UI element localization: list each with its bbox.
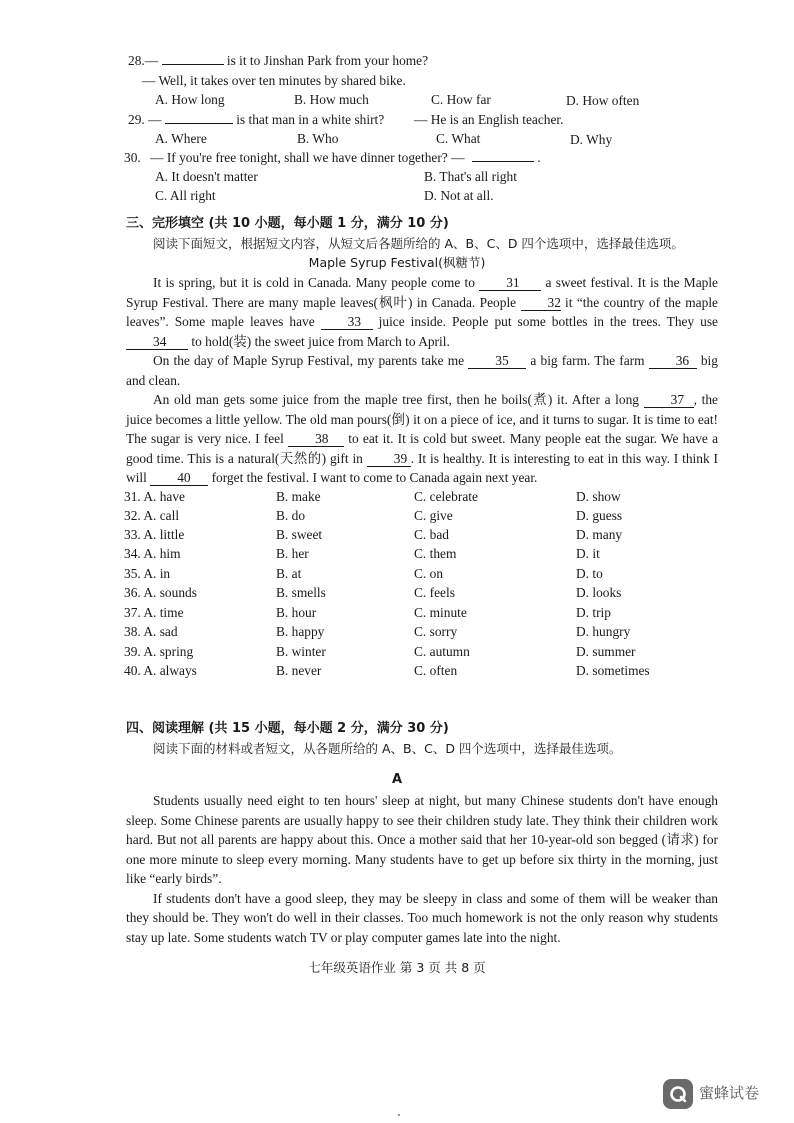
cloze-blank[interactable]: 39 (367, 451, 411, 467)
option[interactable]: C. What (436, 131, 481, 146)
paragraph: If students don't have a good sleep, they may be sleepy in class and some of them will be weaker than they should be. They won't do well in their classes. Too much homework is not the only reason why students stay up late. Some students watch TV or play computer games late into the night. (126, 890, 718, 945)
option[interactable]: 38. A. sad (124, 624, 178, 639)
option[interactable]: C. sorry (414, 624, 458, 639)
option[interactable]: 32. A. call (124, 508, 180, 523)
cloze-blank[interactable]: 32 (521, 295, 561, 311)
question-30-stem: 30. — If you're free tonight, shall we have dinner together? — . (124, 150, 541, 165)
paragraph: On the day of Maple Syrup Festival, my parents take me 35 a big farm. The farm 36 big and clean. (126, 353, 718, 388)
passage-title: Maple Syrup Festival(枫糖节) (308, 255, 486, 270)
option[interactable]: D. How often (566, 93, 640, 108)
option[interactable]: C. them (414, 546, 457, 561)
option[interactable]: 35. A. in (124, 566, 171, 581)
cloze-blank[interactable]: 37 (644, 392, 694, 408)
option[interactable]: 37. A. time (124, 605, 184, 620)
answer-blank[interactable] (162, 64, 224, 65)
option[interactable]: B. smells (276, 585, 326, 600)
option[interactable]: B. do (276, 508, 306, 523)
option[interactable]: C. often (414, 663, 458, 678)
option[interactable]: B. make (276, 489, 321, 504)
option[interactable]: C. How far (431, 92, 491, 107)
cloze-blank[interactable]: 38 (288, 431, 344, 447)
paragraph: It is spring, but it is cold in Canada. Many people come to 31 a sweet festival. It is the Maple Syrup Festival. There are many maple leaves(枫叶) in Canada. People 32 it “the country of the maple leaves”. Some maple leaves have 33 juice inside. People put some bottles in the trees. They use 34 to hold(装) the sweet juice from March to April. (126, 275, 718, 349)
option[interactable]: C. bad (414, 527, 449, 542)
answer-blank[interactable] (472, 161, 534, 162)
question-29-reply: — He is an English teacher. (414, 112, 564, 127)
option[interactable]: C. All right (155, 188, 216, 203)
section-4-instruction: 阅读下面的材料或者短文，从各题所给的 A、B、C、D 四个选项中，选择最佳选项。 (153, 741, 622, 756)
option[interactable]: D. Not at all. (424, 188, 494, 203)
paragraph: An old man gets some juice from the maple tree first, then he boils(煮) it. After a long 37 , the juice becomes a little yellow. The old man pours(倒) it on a piece of ice, and it turns to sugar. It is time to eat! The sugar is very nice. I feel 38 to eat it. It is cold but sweet. Many people eat the sugar. We have a good time. This is a natural(天然的) gift in 39 . It is healthy. It is interesting to eat in this way. I think I will 40 forget the festival. I want to come to Canada again next year. (126, 392, 719, 485)
cloze-passage (126, 273, 718, 488)
scan-dot (398, 1114, 400, 1116)
option[interactable]: D. many (576, 527, 623, 542)
option[interactable]: B. hour (276, 605, 317, 620)
option[interactable]: D. show (576, 489, 621, 504)
option[interactable]: D. it (576, 546, 600, 561)
option[interactable]: D. sometimes (576, 663, 650, 678)
option[interactable]: D. Why (570, 132, 613, 147)
question-29-stem (128, 110, 384, 130)
option[interactable]: C. on (414, 566, 444, 581)
section-3-instruction: 阅读下面短文，根据短文内容，从短文后各题所给的 A、B、C、D 四个选项中，选择最佳选项。 (153, 236, 684, 251)
option[interactable]: C. minute (414, 605, 467, 620)
page-footer: 七年级英语作业 第 3 页 共 8 页 (308, 960, 486, 975)
cloze-blank[interactable]: 34 (126, 334, 188, 350)
cloze-blank[interactable]: 33 (321, 314, 373, 330)
cloze-blank[interactable]: 31 (479, 275, 541, 291)
question-number: 28.— (128, 53, 159, 68)
option[interactable]: B. winter (276, 644, 326, 659)
option[interactable]: B. Who (297, 131, 339, 146)
option[interactable]: 31. A. have (124, 489, 185, 504)
question-28-reply: — Well, it takes over ten minutes by shared bike. (142, 73, 406, 88)
option[interactable]: C. celebrate (414, 489, 478, 504)
option[interactable]: C. autumn (414, 644, 470, 659)
option[interactable]: B. at (276, 566, 302, 581)
cloze-blank[interactable]: 36 (649, 353, 697, 369)
bee-logo-icon (663, 1079, 693, 1109)
option[interactable]: D. hungry (576, 624, 631, 639)
option[interactable]: D. looks (576, 585, 622, 600)
option[interactable]: B. How much (294, 92, 369, 107)
section-4-title: 四、阅读理解 (共 15 小题，每小题 2 分，满分 30 分) (126, 721, 449, 736)
option[interactable]: C. give (414, 508, 453, 523)
section-3-title: 三、完形填空 (共 10 小题，每小题 1 分，满分 10 分) (126, 216, 449, 231)
watermark-text: 蜜蜂试卷 (699, 1084, 760, 1103)
option[interactable]: C. feels (414, 585, 455, 600)
answer-blank[interactable] (165, 123, 233, 124)
option[interactable]: B. sweet (276, 527, 323, 542)
reading-part-label: A (391, 772, 403, 787)
option[interactable]: D. summer (576, 644, 636, 659)
option[interactable]: 36. A. sounds (124, 585, 197, 600)
reading-passage-a (126, 791, 718, 947)
watermark-logo (663, 1076, 771, 1112)
option[interactable]: 39. A. spring (124, 644, 194, 659)
option[interactable]: 40. A. always (124, 663, 197, 678)
option[interactable]: A. Where (155, 131, 207, 146)
option[interactable]: B. never (276, 663, 322, 678)
option[interactable]: B. happy (276, 624, 325, 639)
question-number: 30. (124, 150, 141, 165)
option[interactable]: A. It doesn't matter (155, 169, 258, 184)
cloze-blank[interactable]: 35 (468, 353, 526, 369)
question-text: is that man in a white shirt? (236, 112, 385, 127)
question-number: 29. — (128, 112, 162, 127)
option[interactable]: B. That's all right (424, 169, 517, 184)
option[interactable]: D. trip (576, 605, 611, 620)
paragraph: Students usually need eight to ten hours' sleep at night, but many Chinese students don't have enough sleep. Some Chinese parents are usually happy to see their children study late. They think their children work hard. But not all parents are happy about this. Once a mother said that her 10-year-old son begged (请求) for one more minute to sleep every morning. Many students have to get up before six thirty in the morning, just like “early birds”. (126, 793, 718, 886)
option[interactable]: B. her (276, 546, 309, 561)
option[interactable]: D. guess (576, 508, 623, 523)
option[interactable]: 34. A. him (124, 546, 181, 561)
option[interactable]: A. How long (155, 92, 225, 107)
cloze-blank[interactable]: 40 (150, 470, 208, 486)
question-28-stem (128, 51, 428, 71)
option[interactable]: 33. A. little (124, 527, 185, 542)
question-text: — If you're free tonight, shall we have dinner together? — (150, 150, 465, 165)
option[interactable]: D. to (576, 566, 603, 581)
question-text: is it to Jinshan Park from your home? (226, 53, 429, 68)
